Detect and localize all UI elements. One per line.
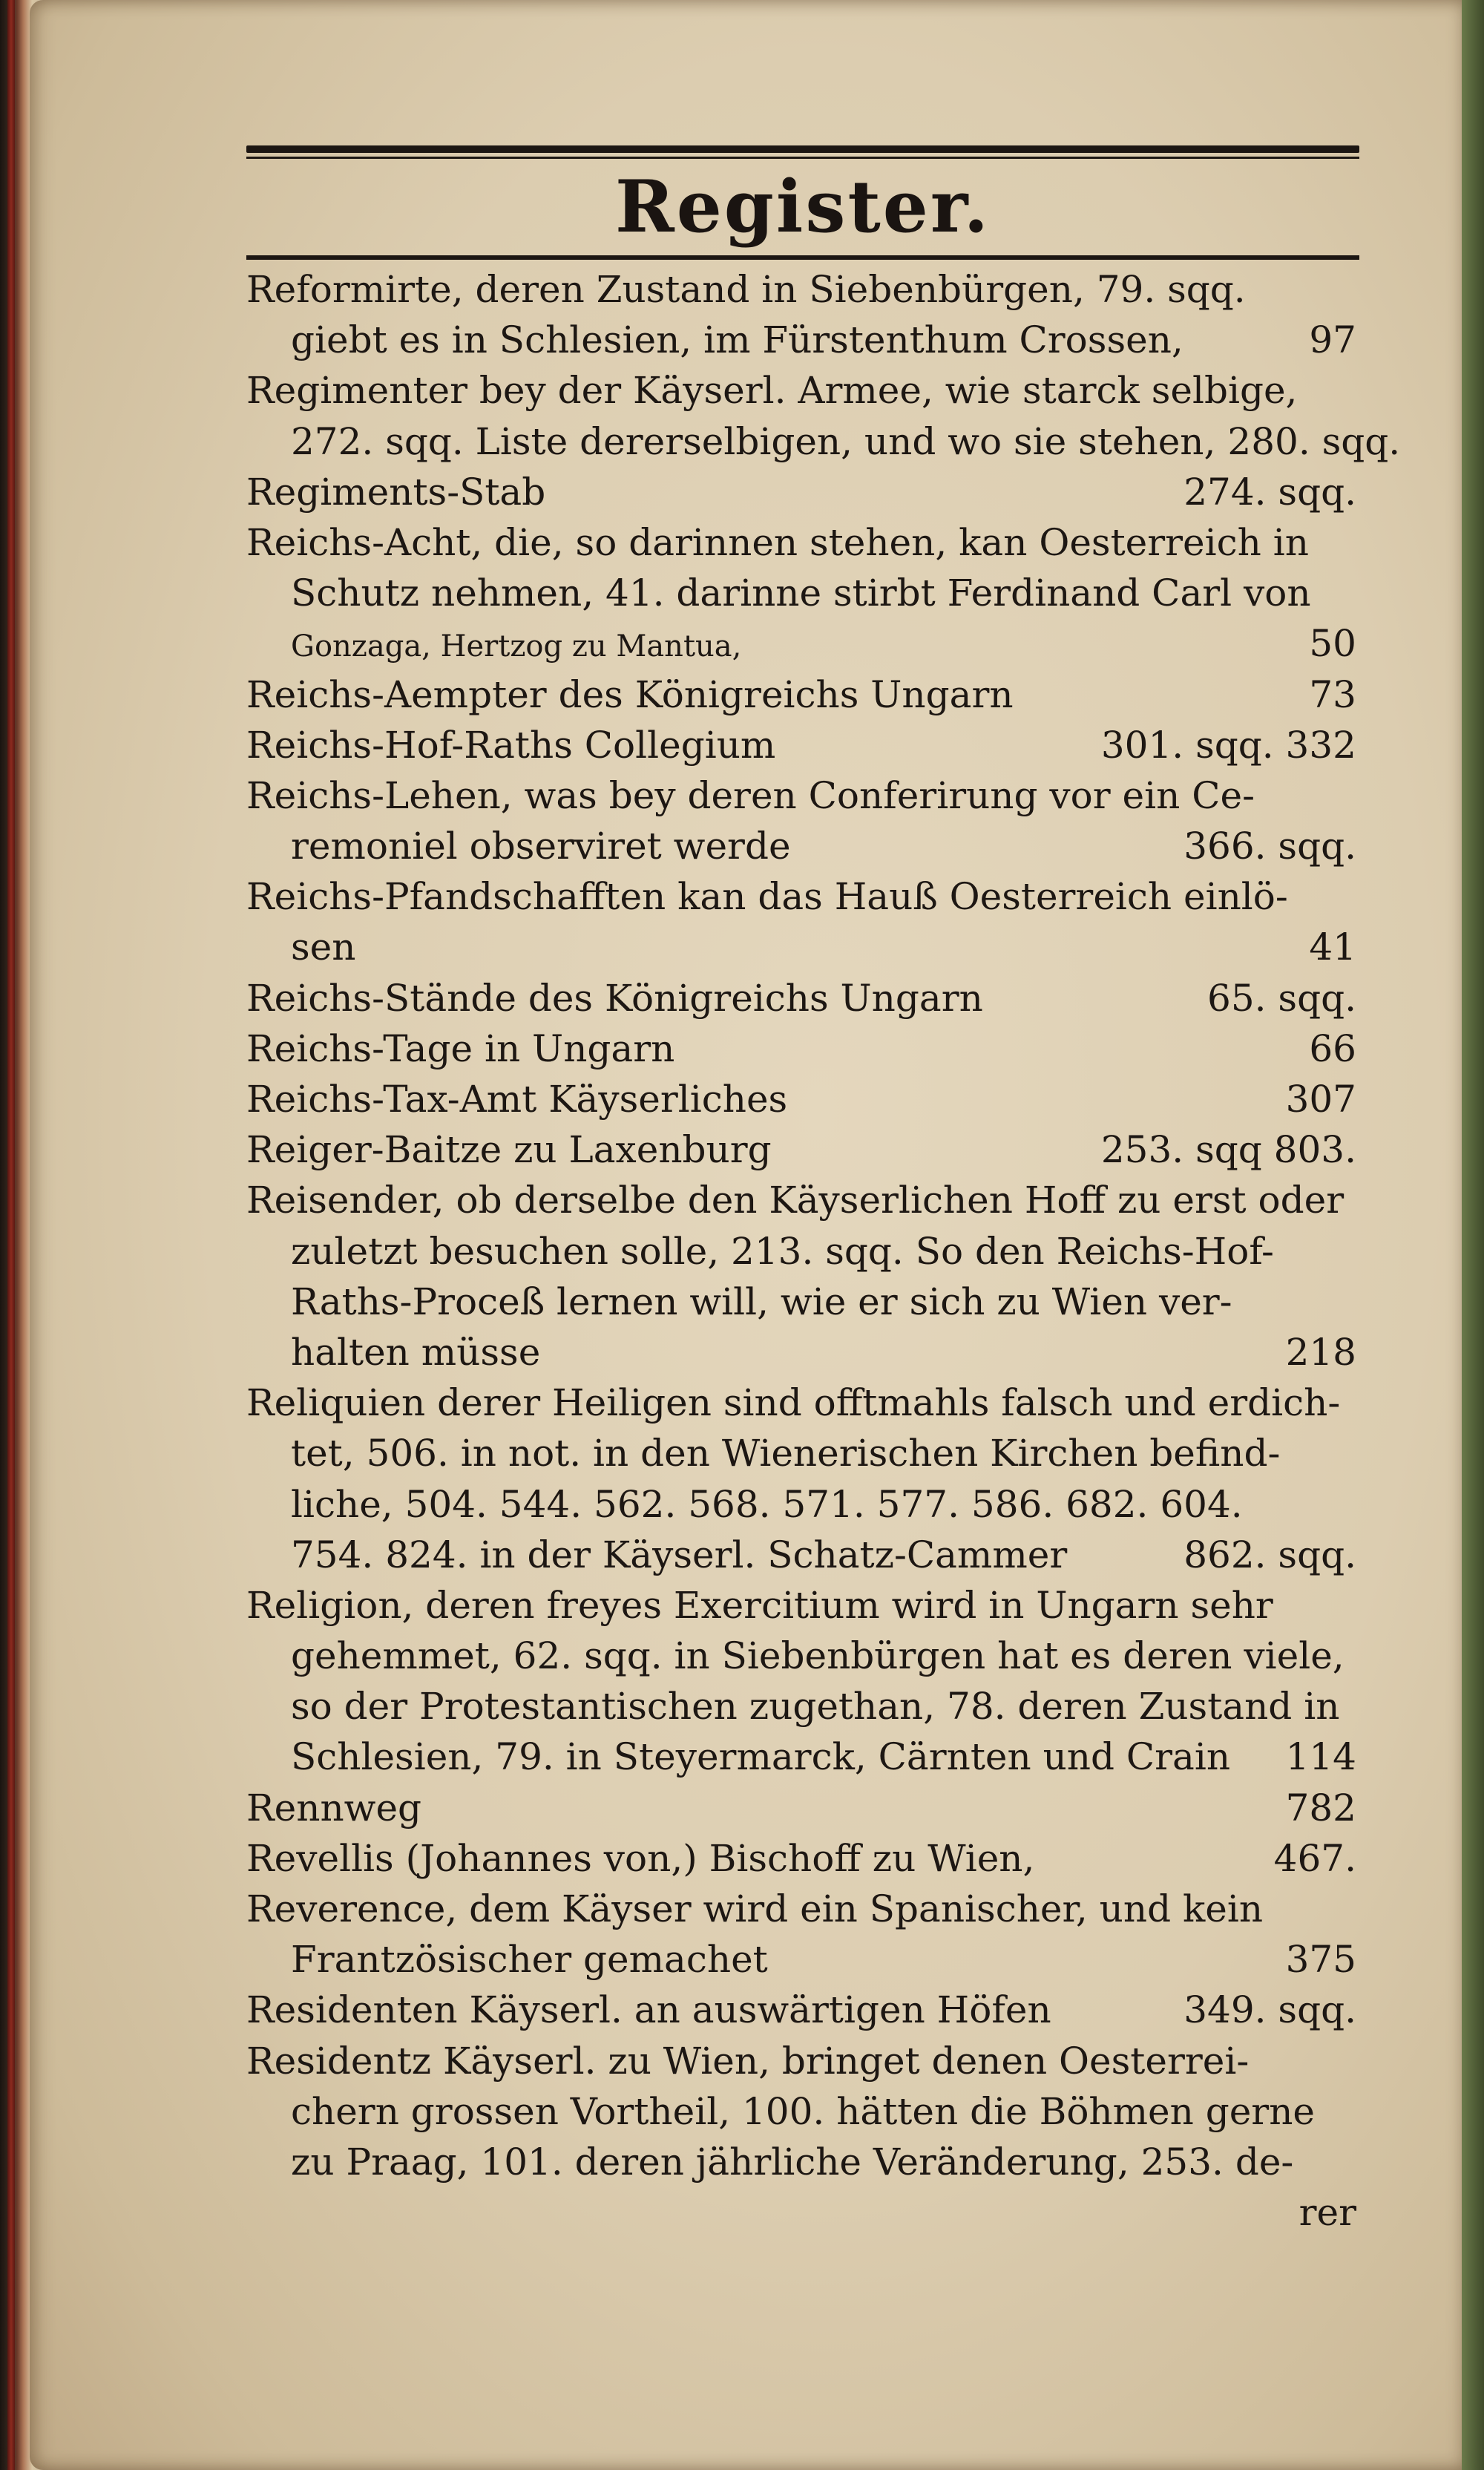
entry-page-ref: 301. sqq. 332 [1100, 723, 1356, 767]
entry-line [246, 1833, 1356, 1884]
entry-line [246, 618, 1356, 669]
entry-line [246, 1580, 1356, 1631]
entry-text: chern grossen Vortheil, 100. hätten die Böhmen gerne [291, 2089, 1316, 2133]
entry-text: Religion, deren freyes Exercitium wird in Ungarn sehr [246, 1583, 1273, 1627]
entry-line [246, 1985, 1356, 2035]
entry-text: gehemmet, 62. sqq. in Siebenbürgen hat es deren viele, [291, 1634, 1345, 1678]
entry-text: Gonzaga, Hertzog zu Mantua, [291, 629, 742, 664]
entry-text: Raths-Proceß lernen will, wie er sich zu Wien ver- [291, 1280, 1232, 1323]
entry-text: Reichs-Acht, die, so darinnen stehen, kan Oesterreich in [246, 520, 1309, 564]
entry-text: remoniel observiret werde [291, 825, 791, 868]
entry-text: Reichs-Lehen, was bey deren Conferirung vor ein Ce- [246, 773, 1255, 817]
entry-text: sen [291, 926, 356, 969]
entry-line [246, 1327, 1356, 1378]
entry-page-ref: 66 [1309, 1026, 1356, 1070]
entry-line [246, 1934, 1356, 1985]
entry-line [246, 517, 1356, 568]
entry-line [246, 1884, 1356, 1934]
entry-text: Regimenter bey der Käyserl. Armee, wie starck selbige, [246, 369, 1298, 413]
entry-text: Reichs-Pfandschafften kan das Hauß Oesterreich einlö- [246, 875, 1288, 919]
entry-text: 754. 824. in der Käyserl. Schatz-Cammer [291, 1533, 1068, 1576]
entry-line [246, 2137, 1356, 2187]
entry-line [246, 1175, 1356, 1225]
entry-line [246, 973, 1356, 1023]
entry-text: Reisender, ob derselbe den Käyserlichen Hoff zu erst oder [246, 1179, 1345, 1222]
entry-page-ref: 375 [1285, 1938, 1356, 1982]
entry-line [246, 871, 1356, 922]
entry-page-ref: 65. sqq. [1207, 976, 1356, 1020]
entry-text: zuletzt besuchen solle, 213. sqq. So den Reichs-Hof- [291, 1229, 1274, 1273]
entry-page-ref: 280. sqq. [1227, 419, 1401, 463]
entry-line [246, 264, 1356, 315]
catchword-line [246, 2187, 1356, 2238]
entry-text: Reichs-Aempter des Königreichs Ungarn [246, 672, 1014, 716]
page-title: Register. [614, 165, 991, 249]
entry-text: zu Praag, 101. deren jährliche Veränderung, 253. de- [291, 2140, 1294, 2184]
entry-line [246, 770, 1356, 821]
entry-line [246, 1378, 1356, 1428]
register-entries [246, 264, 1401, 2238]
entry-text: Schutz nehmen, 41. darinne stirbt Ferdinand Carl von [291, 571, 1311, 615]
entry-page-ref: 50 [1309, 622, 1356, 666]
entry-text: Reichs-Hof-Raths Collegium [246, 723, 776, 767]
entry-text: liche, 504. 544. 562. 568. 571. 577. 586. 682. 604. [291, 1482, 1243, 1526]
entry-page-ref: 218 [1285, 1330, 1356, 1374]
entry-text: giebt es in Schlesien, im Fürstenthum Crossen, [291, 318, 1183, 362]
page-header [246, 145, 1359, 260]
entry-line [246, 2036, 1356, 2086]
entry-text: Frantzösischer gemachet [291, 1938, 768, 1982]
entry-text: Residenten Käyserl. an auswärtigen Höfen [246, 1988, 1051, 2032]
header-rule-thick [246, 145, 1359, 153]
entry-text: Regiments-Stab [246, 470, 546, 514]
entry-text: Reverence, dem Käyser wird ein Spanischer, und kein [246, 1887, 1264, 1930]
entry-line [246, 1023, 1356, 1074]
entry-line [246, 922, 1356, 972]
entry-line [246, 720, 1356, 770]
entry-page-ref: 97 [1309, 318, 1356, 362]
entry-line [246, 1226, 1356, 1277]
entry-line [246, 1631, 1356, 1681]
entry-page-ref: 41 [1309, 926, 1356, 969]
entry-line [246, 1732, 1356, 1782]
entry-text: 272. sqq. Liste dererselbigen, und wo sie stehen, [291, 419, 1216, 463]
entry-line [246, 1783, 1356, 1833]
entry-text: Residentz Käyserl. zu Wien, bringet denen Oesterrei- [246, 2039, 1250, 2083]
entry-line [246, 315, 1356, 365]
entry-text: halten müsse [291, 1330, 541, 1374]
book-cover-edge [1462, 0, 1484, 2470]
header-rule-bottom [246, 255, 1359, 260]
entry-text: tet, 506. in not. in den Wienerischen Kirchen befind- [291, 1432, 1281, 1475]
entry-line [246, 1530, 1356, 1580]
entry-line [246, 568, 1356, 618]
entry-line [246, 365, 1356, 416]
entry-line [246, 1074, 1356, 1124]
entry-text: so der Protestantischen zugethan, 78. deren Zustand in [291, 1685, 1340, 1729]
entry-line [246, 821, 1356, 871]
entry-line [246, 416, 1401, 467]
entry-page-ref: 114 [1285, 1735, 1356, 1779]
entry-line [246, 669, 1356, 720]
entry-line [246, 1428, 1356, 1478]
entry-text: Reformirte, deren Zustand in Siebenbürgen, 79. sqq. [246, 268, 1246, 311]
entry-page-ref: 349. sqq. [1183, 1988, 1356, 2032]
entry-text: Reichs-Tage in Ungarn [246, 1026, 675, 1070]
entry-line [246, 1479, 1356, 1530]
entry-line [246, 2086, 1356, 2137]
catchword: rer [1298, 2191, 1356, 2235]
entry-text: Revellis (Johannes von,) Bischoff zu Wien, [246, 1836, 1035, 1880]
entry-text: Reichs-Tax-Amt Käyserliches [246, 1078, 788, 1121]
spine-edge [7, 0, 15, 2470]
entry-page-ref: 782 [1285, 1786, 1356, 1829]
entry-page-ref: 862. sqq. [1183, 1533, 1356, 1576]
entry-page-ref: 366. sqq. [1183, 825, 1356, 868]
entry-line [246, 1277, 1356, 1327]
entry-text: Schlesien, 79. in Steyermarck, Cärnten und Crain [291, 1735, 1231, 1779]
entry-page-ref: 73 [1309, 672, 1356, 716]
entry-line [246, 467, 1356, 517]
entry-text: Rennweg [246, 1786, 422, 1829]
entry-text: Reichs-Stände des Königreichs Ungarn [246, 976, 983, 1020]
entry-text: Reliquien derer Heiligen sind offtmahls falsch und erdich- [246, 1381, 1341, 1425]
entry-page-ref: 467. [1273, 1836, 1356, 1880]
entry-text: Reiger-Baitze zu Laxenburg [246, 1128, 772, 1172]
entry-page-ref: 253. sqq 803. [1100, 1128, 1356, 1172]
entry-page-ref: 307 [1285, 1078, 1356, 1121]
entry-line [246, 1124, 1356, 1175]
entry-page-ref: 274. sqq. [1183, 470, 1356, 514]
entry-line [246, 1681, 1356, 1732]
